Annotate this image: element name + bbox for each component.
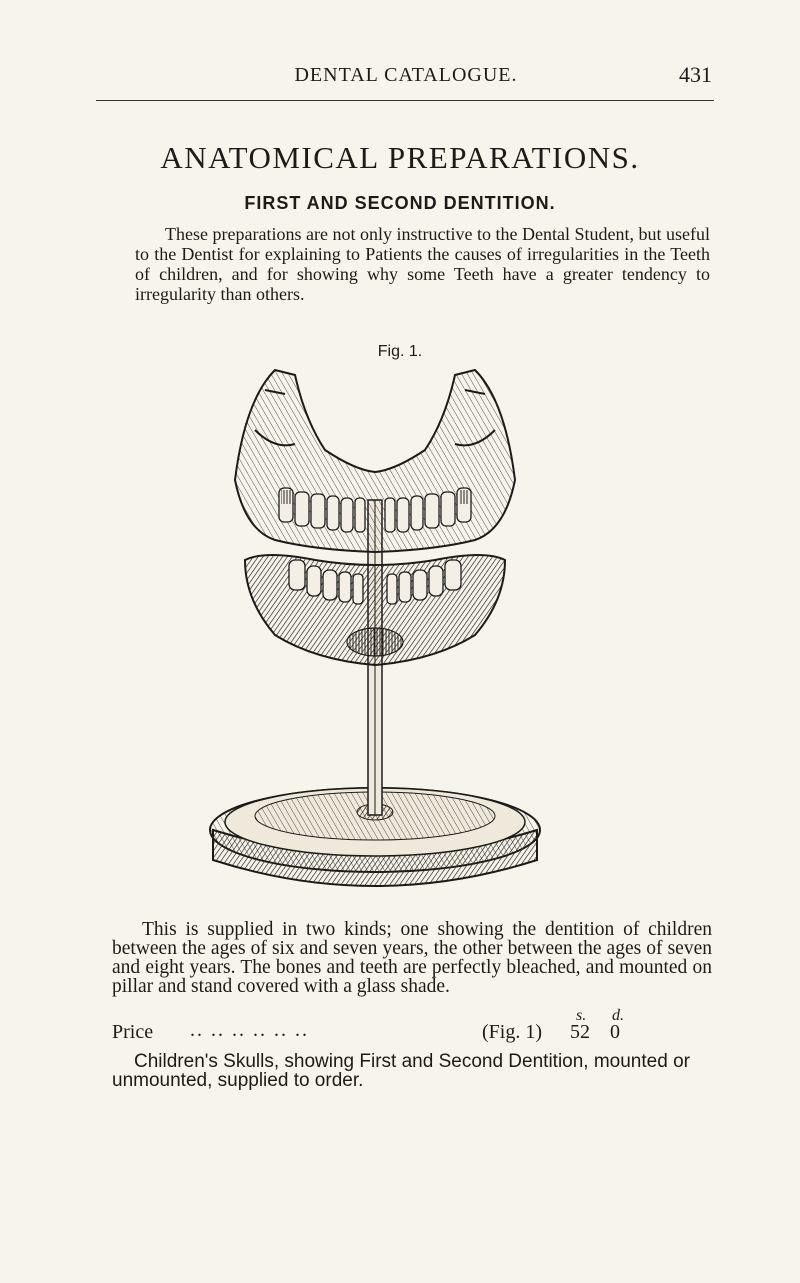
section-subtitle: FIRST AND SECOND DENTITION.: [244, 193, 556, 213]
lower-jaw: [245, 555, 505, 665]
figure-caption: Fig. 1.: [377, 343, 423, 360]
pence-heading: d.: [612, 1007, 624, 1024]
price-label: Price: [112, 1021, 154, 1043]
description-paragraph: This is supplied in two kinds; one showing the dentition of children between the ages of six and seven years, the other between the ages of seven and eight years. The bones and teeth are perfectly bleached, and mounted on pillar and stand covered with a glass shade.: [112, 919, 712, 997]
price-row: [112, 1007, 712, 1047]
page-title: ANATOMICAL PREPARATIONS.: [160, 140, 640, 175]
price-leader-dots: .. .. .. .. .. ..: [190, 1019, 309, 1041]
skulls-note: Children's Skulls, showing First and Second Dentition, mounted or unmounted, supplied to order.: [112, 1051, 690, 1091]
price-figure-ref: (Fig. 1): [482, 1021, 542, 1043]
price-shillings: 52: [570, 1021, 590, 1043]
page-header: [96, 60, 714, 101]
intro-paragraph: These preparations are not only instructive to the Dental Student, but useful to the Dentist for explaining to Patients the causes of irregularities in the Teeth of children, and for showing why some Teeth have a greater tendency to irregularity than others.: [135, 224, 710, 304]
upper-jaw: [235, 370, 515, 552]
price-pence: 0: [610, 1021, 620, 1043]
running-head: DENTAL CATALOGUE.: [294, 64, 518, 86]
page-number: 431: [679, 62, 712, 87]
dentition-specimen-illustration: [205, 360, 555, 900]
shillings-heading: s.: [576, 1007, 587, 1024]
